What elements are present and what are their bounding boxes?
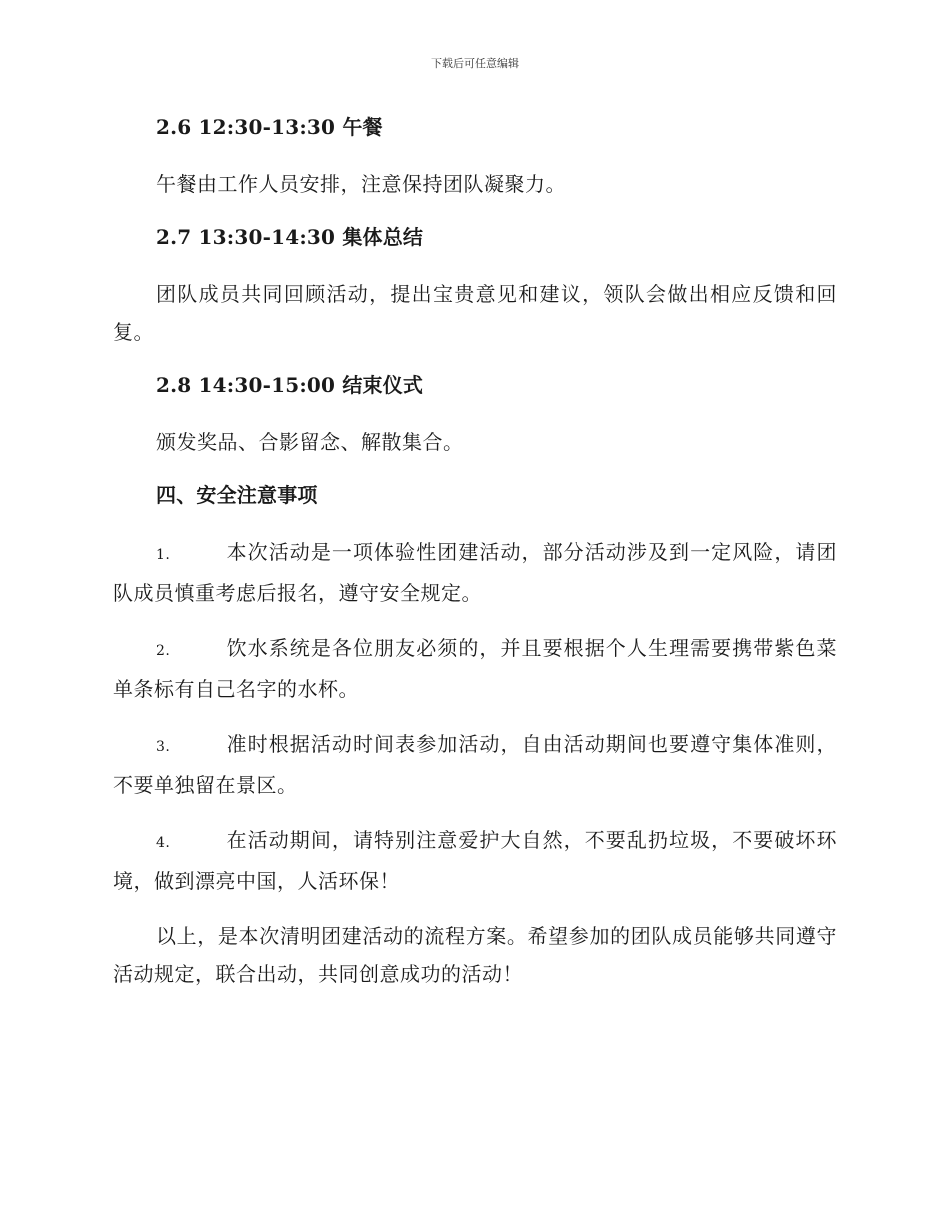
- safety-item-text: 本次活动是一项体验性团建活动，部分活动涉及到一定风险，请团队成员慎重考虑后报名，遵守安全规定。: [113, 540, 837, 605]
- closing-paragraph: 以上，是本次清明团建活动的流程方案。希望参加的团队成员能够共同遵守活动规定，联合出动，共同创意成功的活动！: [113, 924, 837, 986]
- section-body-2-7: 团队成员共同回顾活动，提出宝贵意见和建议，领队会做出相应反馈和回复。: [113, 282, 837, 344]
- section-heading-2-6: 2.6 12:30-13:30 午餐: [156, 115, 383, 139]
- section-heading-2-8: 2.8 14:30-15:00 结束仪式: [156, 373, 424, 397]
- safety-item-text: 饮水系统是各位朋友必须的，并且要根据个人生理需要携带紫色菜单条标有自己名字的水杯。: [113, 636, 837, 701]
- safety-item-3: [113, 725, 837, 804]
- section-heading-2-7: 2.7 13:30-14:30 集体总结: [156, 225, 424, 249]
- safety-item-number: 4.: [156, 835, 171, 851]
- safety-item-text: 准时根据活动时间表参加活动，自由活动期间也要遵守集体准则，不要单独留在景区。: [113, 732, 837, 797]
- safety-item-number: 2.: [156, 643, 171, 659]
- section-body-2-6: 午餐由工作人员安排，注意保持团队凝聚力。: [156, 172, 566, 196]
- safety-item-number: 1.: [156, 547, 171, 563]
- safety-item-4: [113, 821, 837, 900]
- safety-item-1: [113, 533, 837, 612]
- safety-item-text: 在活动期间，请特别注意爱护大自然，不要乱扔垃圾，不要破坏环境，做到漂亮中国，人活环保！: [113, 828, 837, 893]
- safety-item-number: 3.: [156, 739, 171, 755]
- safety-heading: 四、安全注意事项: [156, 483, 318, 507]
- document-body: [113, 110, 837, 1010]
- page-header: 下载后可任意编辑: [431, 57, 519, 70]
- section-body-2-8: 颁发奖品、合影留念、解散集合。: [156, 430, 464, 454]
- safety-item-2: [113, 629, 837, 708]
